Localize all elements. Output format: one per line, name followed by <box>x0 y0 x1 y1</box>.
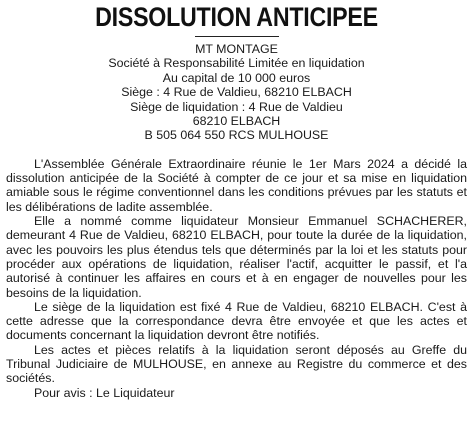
signature-line: Pour avis : Le Liquidateur <box>34 385 175 400</box>
company-name: MT MONTAGE <box>195 42 278 56</box>
company-header <box>6 42 467 143</box>
company-legal-form: Société à Responsabilité Limitée en liquidation <box>108 56 365 71</box>
paragraph-liquidator: Elle a nommé comme liquidateur Monsieur Emmanuel SCHACHERER, demeurant 4 Rue de Valdieu, 68210 ELBACH, pour toute la durée de la liquidation, avec les pouvoirs les plus étendus tels que déterminés par la loi et les statuts pour procéder aux opérations de liquidation, réaliser l'actif, acquitter le passif, et l'a autorisé à continuer les affaires en cours et à en engager de nouvelles pour les besoins de la liquidation. <box>6 214 467 300</box>
company-capital: Au capital de 10 000 euros <box>162 70 311 85</box>
company-registered-office: Siège : 4 Rue de Valdieu, 68210 ELBACH <box>121 85 352 100</box>
title-divider <box>195 36 279 37</box>
company-rcs-number: B 505 064 550 RCS MULHOUSE <box>144 128 329 143</box>
paragraph-liquidation-office: Le siège de la liquidation est fixé 4 Rue de Valdieu, 68210 ELBACH. C'est à cette adresse que la correspondance devra être envoyée et que les actes et documents concernant la liquidation devront être notifiés. <box>6 299 467 343</box>
notice-body <box>6 157 467 400</box>
paragraph-dissolution: L'Assemblée Générale Extraordinaire réunie le 1er Mars 2024 a décidé la dissolution anticipée de la Société à compter de ce jour et sa mise en liquidation amiable sous le régime conventionnel dans les conditions prévues par les statuts et les délibérations de ladite assemblée. <box>6 156 467 214</box>
paragraph-filing: Les actes et pièces relatifs à la liquidation seront déposés au Greffe du Tribunal Judiciaire de MULHOUSE, en annexe au Registre du commerce et des sociétés. <box>6 342 467 386</box>
liquidation-office-city: 68210 ELBACH <box>192 114 281 129</box>
liquidation-office-street: Siège de liquidation : 4 Rue de Valdieu <box>130 99 343 114</box>
notice-title: DISSOLUTION ANTICIPEE <box>95 2 378 32</box>
